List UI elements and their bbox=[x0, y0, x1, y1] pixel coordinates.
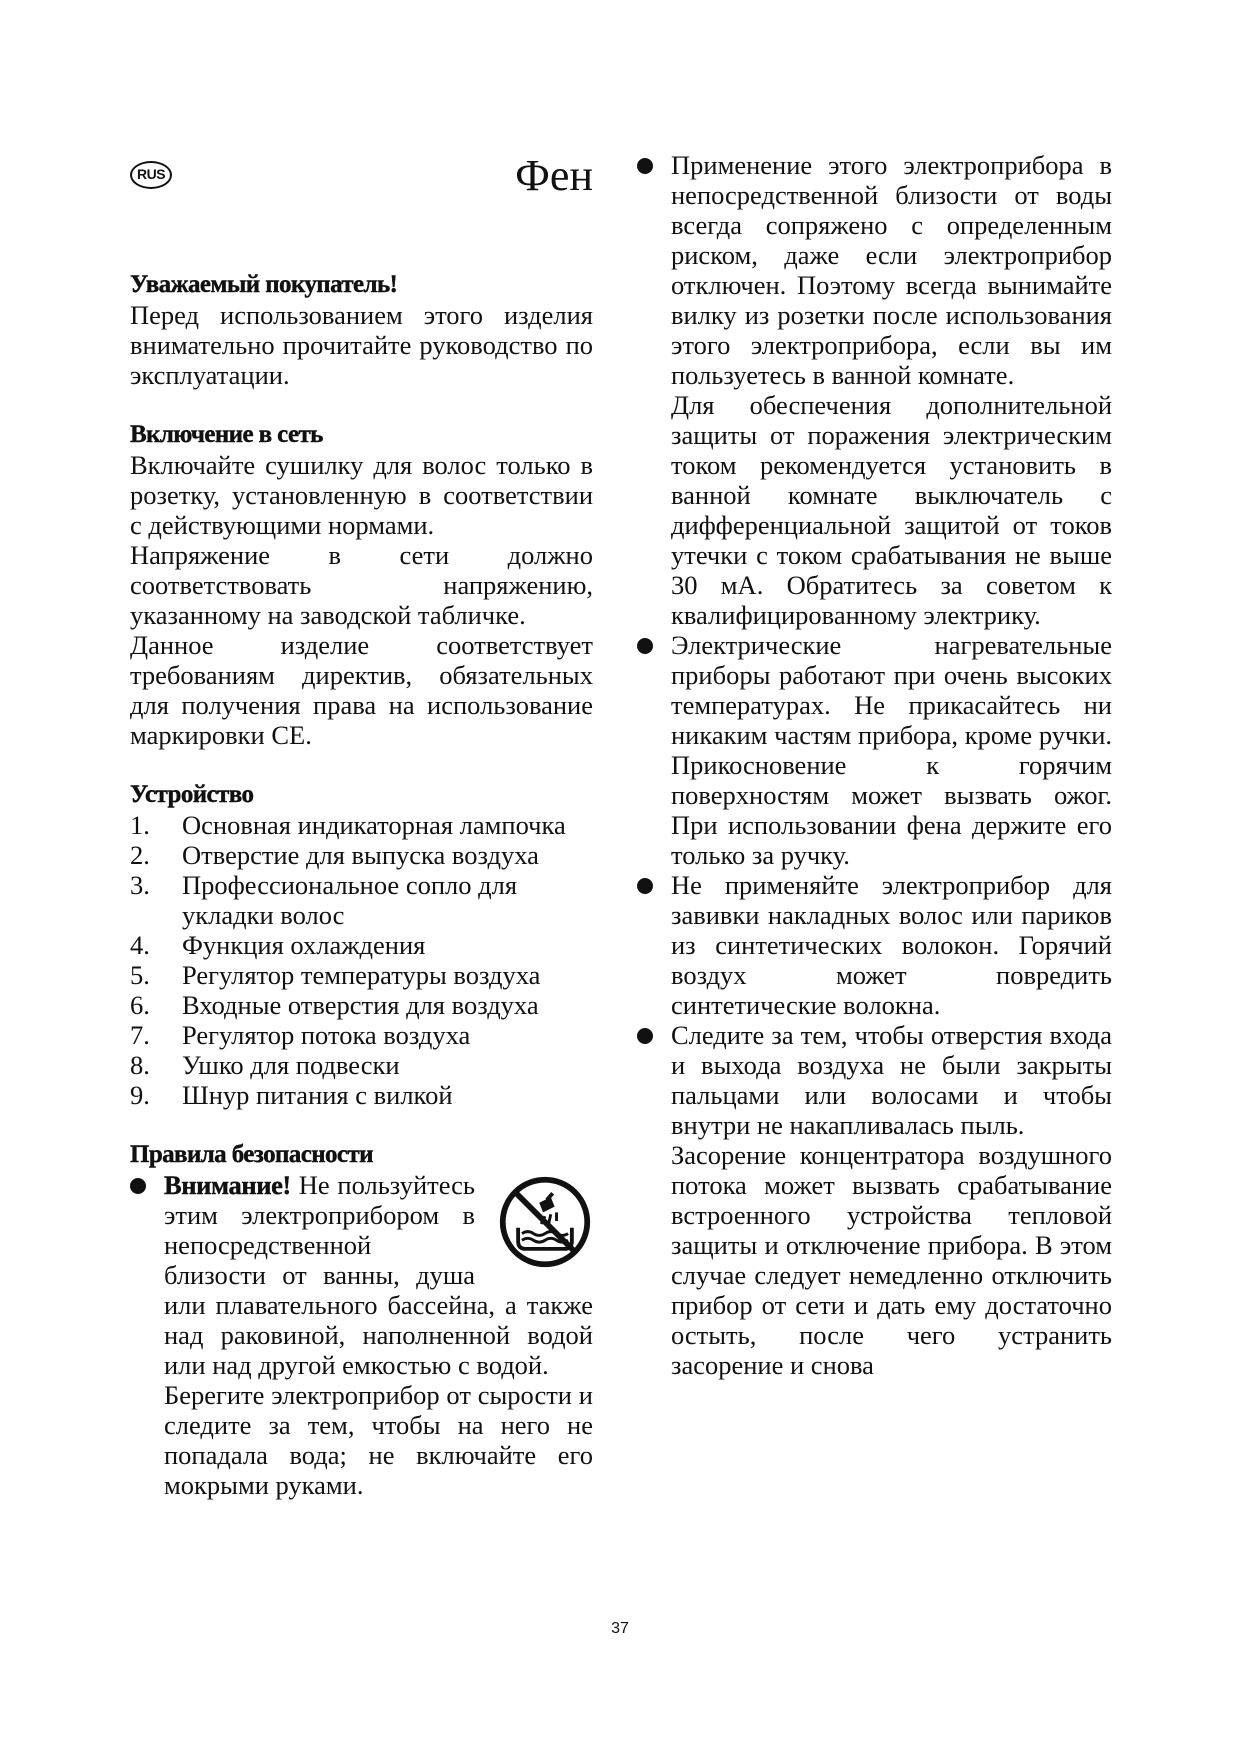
safety-heading: Правила безопасности bbox=[130, 1141, 373, 1168]
bullet-paragraph: Не применяйте электроприбор для завивки накладных волос или париков из синтетических волокон. Горячий воздух может повредить синтетические волокна. bbox=[671, 870, 1112, 1020]
list-item bbox=[130, 1080, 593, 1110]
list-item bbox=[130, 870, 593, 930]
power-heading: Включение в сеть bbox=[130, 421, 323, 448]
safety-bullet bbox=[637, 150, 1112, 630]
item-number: 8. bbox=[130, 1050, 150, 1080]
item-number: 5. bbox=[130, 960, 150, 990]
bullet-paragraph: Применение этого электроприбора в непосредственной близости от воды всегда сопряжено с определенным риском, даже если электроприбор отключен. Поэтому всегда вынимайте вилку из розетки после использования этого электроприбора, если вы им пользуетесь в ванной комнате. bbox=[671, 150, 1112, 390]
item-text: Профессиональное сопло для укладки волос bbox=[182, 870, 518, 930]
item-text: Отверстие для выпуска воздуха bbox=[182, 840, 539, 870]
list-item bbox=[130, 810, 593, 840]
left-column bbox=[130, 150, 593, 1500]
language-badge: RUS bbox=[130, 161, 172, 189]
right-column bbox=[637, 150, 1112, 1380]
bullet-paragraph: Следите за тем, чтобы отверстия входа и выхода воздуха не были закрыты пальцами или волосами и чтобы внутри не накапливалась пыль. bbox=[671, 1020, 1112, 1140]
item-text: Входные отверстия для воздуха bbox=[182, 990, 539, 1020]
list-item bbox=[130, 1020, 593, 1050]
power-paragraph: Напряжение в сети должно соответствовать напряжению, указанному на заводской табличке. bbox=[130, 540, 593, 630]
bullet-dot-icon bbox=[130, 1178, 146, 1194]
bullet-dot-icon bbox=[637, 638, 653, 654]
item-text: Регулятор потока воздуха bbox=[182, 1020, 471, 1050]
item-number: 1. bbox=[130, 810, 150, 840]
intro-text: Перед использованием этого изделия внимательно прочитайте руководство по эксплуатации. bbox=[130, 300, 593, 390]
bullet-paragraph: Засорение концентратора воздушного потока может вызвать срабатывание встроенного устройства тепловой защиты и отключение прибора. В этом случае следует немедленно отключить прибор от сети и дать ему достаточно остыть, после чего устранить засорение и снова bbox=[671, 1140, 1112, 1380]
device-heading: Устройство bbox=[130, 781, 254, 808]
warning-paragraph-2: Берегите электроприбор от сырости и следите за тем, чтобы на него не попадала вода; не включайте его мокрыми руками. bbox=[164, 1380, 593, 1500]
item-number: 7. bbox=[130, 1020, 150, 1050]
list-item bbox=[130, 840, 593, 870]
safety-bullet bbox=[637, 1020, 1112, 1380]
intro-heading: Уважаемый покупатель! bbox=[130, 271, 398, 298]
safety-section bbox=[130, 1140, 593, 1500]
list-item bbox=[130, 990, 593, 1020]
item-number: 4. bbox=[130, 930, 150, 960]
device-parts-list bbox=[130, 810, 593, 1110]
bullet-paragraph: Электрические нагревательные приборы работают при очень высоких температурах. Не прикасайтесь ни никаким частям прибора, кроме ручки. Прикосновение к горячим поверхностям может вызвать ожог. При использовании фена держите его только за ручку. bbox=[671, 630, 1112, 870]
item-number: 2. bbox=[130, 840, 150, 870]
warning-text: Не пользуйтесь этим электроприбором в непосредственной близости от ванны, душа или плавательного бассейна, а также над раковиной, наполненной водой или над другой емкостью с водой. bbox=[164, 1170, 593, 1380]
power-paragraph: Данное изделие соответствует требованиям директив, обязательных для получения права на использование маркировки CE. bbox=[130, 630, 593, 750]
safety-bullet bbox=[130, 1170, 593, 1500]
safety-bullet bbox=[637, 870, 1112, 1020]
device-section bbox=[130, 780, 593, 1110]
list-item bbox=[130, 960, 593, 990]
list-item bbox=[130, 1050, 593, 1080]
page-header bbox=[130, 150, 593, 270]
item-number: 6. bbox=[130, 990, 150, 1020]
power-section bbox=[130, 420, 593, 750]
item-text: Функция охлаждения bbox=[182, 930, 426, 960]
page-title: Фен bbox=[515, 151, 593, 200]
bullet-dot-icon bbox=[637, 1028, 653, 1044]
item-text: Регулятор температуры воздуха bbox=[182, 960, 541, 990]
warning-label: Внимание! bbox=[164, 1170, 291, 1200]
bullet-dot-icon bbox=[637, 158, 653, 174]
no-water-icon bbox=[497, 1174, 593, 1270]
item-text: Ушко для подвески bbox=[182, 1050, 400, 1080]
item-text: Шнур питания с вилкой bbox=[182, 1080, 453, 1110]
safety-bullet bbox=[637, 630, 1112, 870]
list-item bbox=[130, 930, 593, 960]
bullet-dot-icon bbox=[637, 878, 653, 894]
power-paragraph: Включайте сушилку для волос только в розетку, установленную в соответствии с действующими нормами. bbox=[130, 450, 593, 540]
intro-section bbox=[130, 270, 593, 390]
bullet-paragraph: Для обеспечения дополнительной защиты от поражения электрическим током рекомендуется установить в ванной комнате выключатель с дифференциальной защитой от токов утечки с током срабатывания не выше 30 мА. Обратитесь за советом к квалифицированному электрику. bbox=[671, 390, 1112, 630]
warning-paragraph bbox=[164, 1170, 593, 1380]
page-number: 37 bbox=[611, 1620, 629, 1637]
item-text: Основная индикаторная лампочка bbox=[182, 810, 566, 840]
item-number: 9. bbox=[130, 1080, 150, 1110]
item-number: 3. bbox=[130, 870, 150, 900]
